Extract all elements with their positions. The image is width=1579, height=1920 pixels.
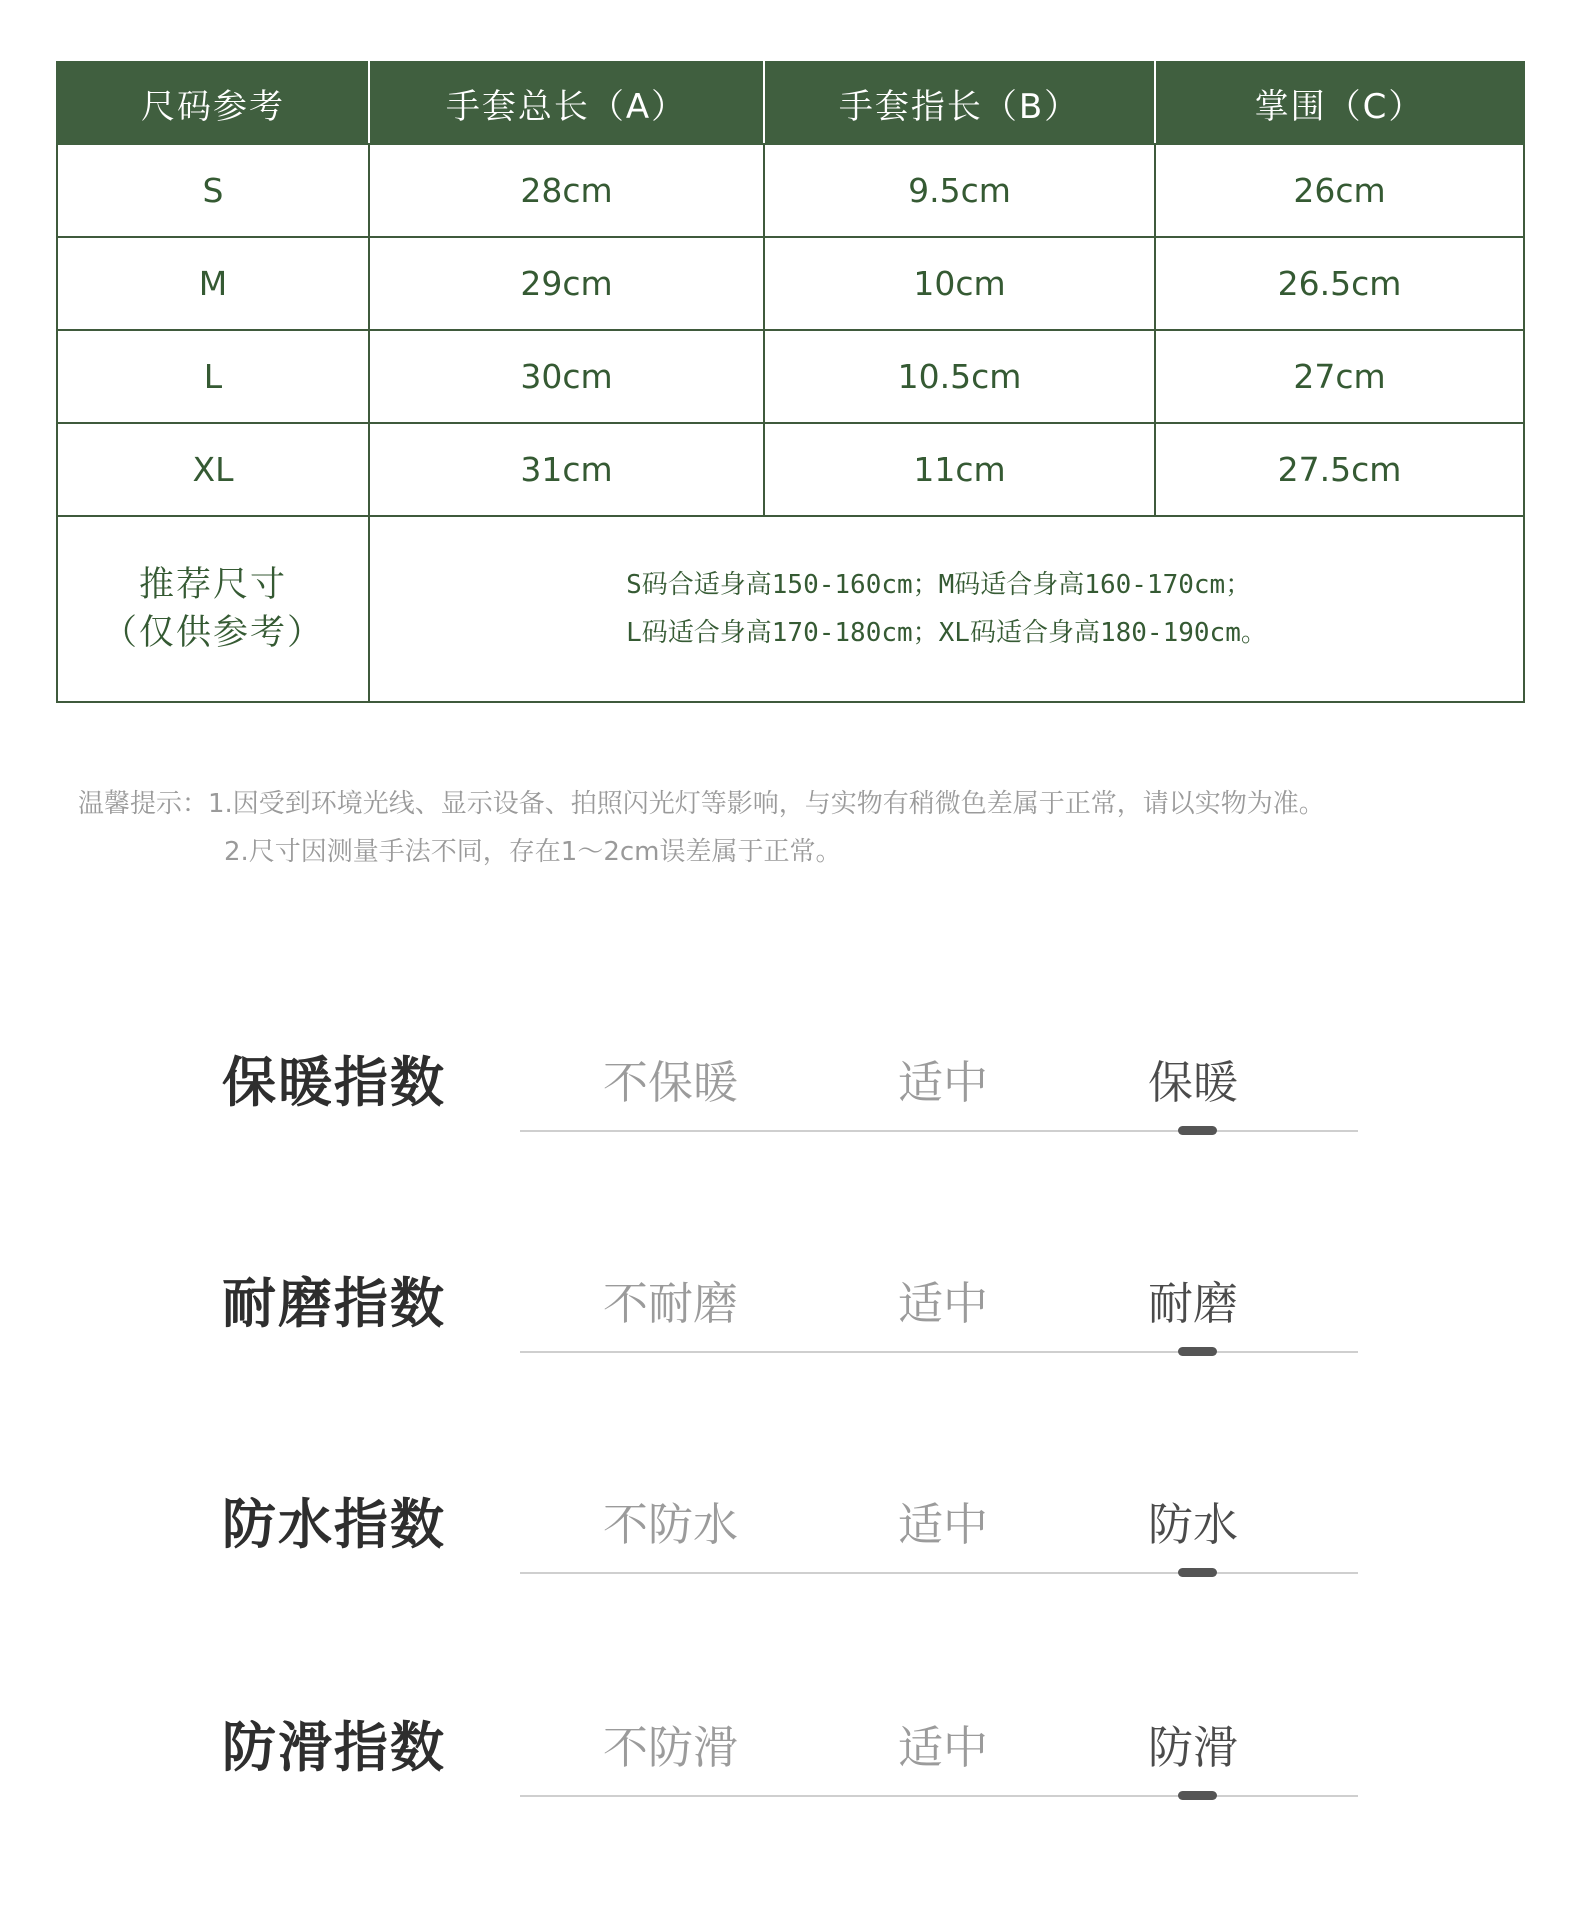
index-title: 防滑指数 — [222, 1716, 446, 1779]
finger-length-cell: 10cm — [764, 237, 1155, 330]
recommend-row — [57, 516, 1524, 702]
index-option-mid: 适中 — [898, 1277, 989, 1330]
header-size: 尺码参考 — [57, 62, 369, 144]
index-option-high: 保暖 — [1148, 1056, 1239, 1109]
index-title: 保暖指数 — [222, 1051, 446, 1114]
total-length-cell: 31cm — [369, 423, 764, 516]
header-finger-length: 手套指长（B） — [764, 62, 1155, 144]
palm-girth-cell: 26.5cm — [1155, 237, 1524, 330]
header-total-length: 手套总长（A） — [369, 62, 764, 144]
index-marker — [1178, 1347, 1217, 1356]
index-option-high: 耐磨 — [1148, 1277, 1239, 1330]
tips-line2: 2.尺寸因测量手法不同，存在1～2cm误差属于正常。 — [224, 837, 842, 867]
index-row-durability — [0, 1241, 1579, 1361]
finger-length-cell: 11cm — [764, 423, 1155, 516]
total-length-cell: 29cm — [369, 237, 764, 330]
index-track — [520, 1572, 1358, 1574]
size-cell: S — [57, 144, 369, 237]
finger-length-cell: 9.5cm — [764, 144, 1155, 237]
size-cell: L — [57, 330, 369, 423]
index-track — [520, 1795, 1358, 1797]
index-marker — [1178, 1791, 1217, 1800]
size-cell: XL — [57, 423, 369, 516]
index-option-high: 防滑 — [1148, 1721, 1239, 1774]
table-row — [57, 237, 1524, 330]
recommend-text-line2: L码适合身高170-180cm；XL码适合身高180-190cm。 — [626, 618, 1267, 648]
index-option-low: 不防水 — [603, 1498, 739, 1551]
index-track — [520, 1351, 1358, 1353]
palm-girth-cell: 27cm — [1155, 330, 1524, 423]
tips-line1: 温馨提示：1.因受到环境光线、显示设备、拍照闪光灯等影响，与实物有稍微色差属于正常，请以实物为准。 — [78, 789, 1325, 819]
index-option-mid: 适中 — [898, 1498, 989, 1551]
total-length-cell: 30cm — [369, 330, 764, 423]
palm-girth-cell: 26cm — [1155, 144, 1524, 237]
index-title: 防水指数 — [222, 1493, 446, 1556]
index-track — [520, 1130, 1358, 1132]
tips-block — [78, 780, 1325, 876]
index-marker — [1178, 1568, 1217, 1577]
index-option-mid: 适中 — [898, 1721, 989, 1774]
header-palm-girth: 掌围（C） — [1155, 62, 1524, 144]
index-row-waterproof — [0, 1462, 1579, 1582]
size-cell: M — [57, 237, 369, 330]
index-marker — [1178, 1126, 1217, 1135]
table-row — [57, 144, 1524, 237]
index-option-mid: 适中 — [898, 1056, 989, 1109]
table-row — [57, 330, 1524, 423]
palm-girth-cell: 27.5cm — [1155, 423, 1524, 516]
recommend-label-line2: （仅供参考） — [101, 613, 324, 653]
recommend-text-line1: S码合适身高150-160cm；M码适合身高160-170cm； — [626, 570, 1252, 600]
size-chart-table — [56, 61, 1525, 703]
table-header-row — [57, 62, 1524, 144]
finger-length-cell: 10.5cm — [764, 330, 1155, 423]
recommend-text-cell — [369, 516, 1524, 702]
recommend-label-cell — [57, 516, 369, 702]
index-option-high: 防水 — [1148, 1498, 1239, 1551]
total-length-cell: 28cm — [369, 144, 764, 237]
index-title: 耐磨指数 — [222, 1272, 446, 1335]
index-option-low: 不耐磨 — [603, 1277, 739, 1330]
index-row-warmth — [0, 1020, 1579, 1140]
index-row-antislip — [0, 1685, 1579, 1805]
recommend-label-line1: 推荐尺寸 — [138, 565, 287, 605]
recommend-text — [626, 561, 1267, 657]
index-option-low: 不防滑 — [603, 1721, 739, 1774]
index-option-low: 不保暖 — [603, 1056, 739, 1109]
table-row — [57, 423, 1524, 516]
